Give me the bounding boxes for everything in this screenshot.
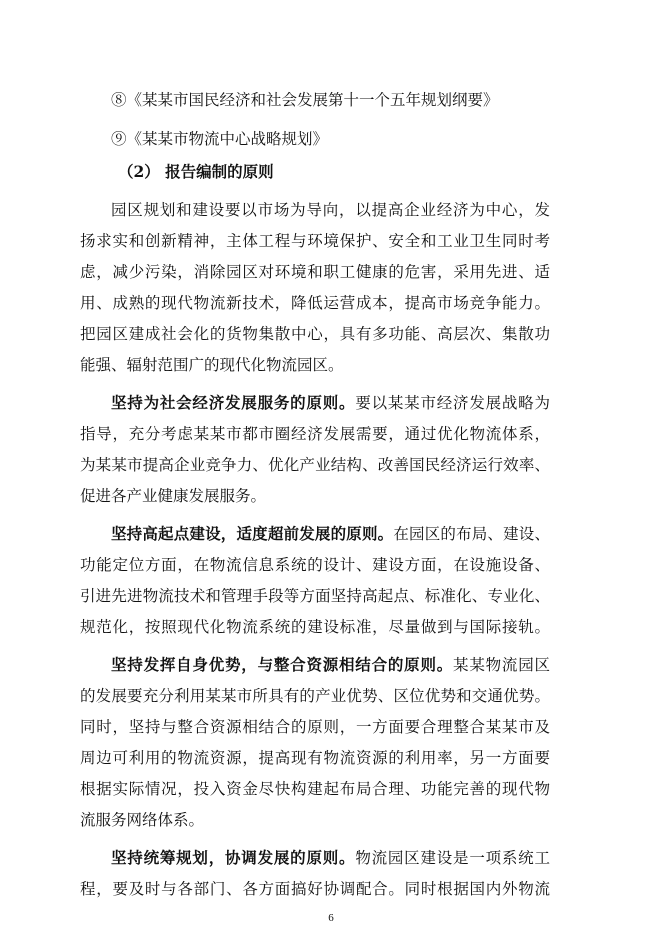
paragraph-line: 能强、辐射范围广的现代化物流园区。 [80, 356, 344, 374]
paragraph-line: 把园区建成社会化的货物集散中心，具有多功能、高层次、集散功 [80, 325, 550, 343]
paragraph-line: 扬求实和创新精神，主体工程与环境保护、安全和工业卫生同时考 [80, 232, 550, 250]
paragraph-line: 坚持为社会经济发展服务的原则。要以某某市经济发展战略为 [111, 393, 550, 412]
paragraph-line: 根据实际情况，投入资金尽快构建起布局合理、功能完善的现代物 [80, 780, 550, 798]
reference-item: ⑨《某某市物流中心战略规划》 [111, 130, 329, 148]
paragraph-line: 促进各产业健康发展服务。 [80, 487, 267, 505]
paragraph-line: 引进先进物流技术和管理手段等方面坚持高起点、标准化、专业化、 [80, 587, 550, 605]
paragraph-line: 为某某市提高企业竞争力、优化产业结构、改善国民经济运行效率、 [80, 456, 550, 474]
paragraph-line: 周边可利用的物流资源，提高现有物流资源的利用率，另一方面要 [80, 749, 550, 767]
paragraph-line: 的发展要充分利用某某市所具有的产业优势、区位优势和交通优势。 [80, 687, 550, 705]
principle-title: 坚持发挥自身优势，与整合资源相结合的原则。 [111, 655, 454, 674]
paragraph-line: 同时，坚持与整合资源相结合的原则，一方面要合理整合某某市及 [80, 718, 550, 736]
paragraph-line: 功能定位方面，在物流信息系统的设计、建设方面，在设施设备、 [80, 556, 550, 574]
paragraph-line: 用、成熟的现代物流新技术，降低运营成本，提高市场竞争能力。 [80, 294, 550, 312]
paragraph-line: 坚持高起点建设，适度超前发展的原则。在园区的布局、建设、 [111, 524, 550, 543]
paragraph-line: 虑，减少污染，消除园区对环境和职工健康的危害，采用先进、适 [80, 263, 550, 281]
paragraph-line: 流服务网络体系。 [80, 811, 205, 829]
principle-title: 坚持为社会经济发展服务的原则。 [111, 393, 356, 412]
reference-item: ⑧《某某市国民经济和社会发展第十一个五年规划纲要》 [111, 91, 499, 109]
paragraph-line: 坚持统筹规划，协调发展的原则。物流园区建设是一项系统工 [111, 848, 550, 867]
principle-title: 坚持高起点建设，适度超前发展的原则。 [111, 524, 394, 543]
page-number: 6 [328, 912, 334, 924]
paragraph-line: 园区规划和建设要以市场为导向，以提高企业经济为中心，发 [111, 201, 550, 219]
principle-title: 坚持统筹规划，协调发展的原则。 [111, 848, 356, 867]
paragraph-line: 规范化，按照现代化物流系统的建设标准，尽量做到与国际接轨。 [80, 618, 550, 636]
paragraph-line: 程，要及时与各部门、各方面搞好协调配合。同时根据国内外物流 [80, 880, 550, 898]
paragraph-line: 指导，充分考虑某某市都市圈经济发展需要，通过优化物流体系， [80, 425, 550, 443]
paragraph-line: 坚持发挥自身优势，与整合资源相结合的原则。某某物流园区 [111, 655, 550, 674]
section-heading: （2） 报告编制的原则 [118, 162, 274, 181]
